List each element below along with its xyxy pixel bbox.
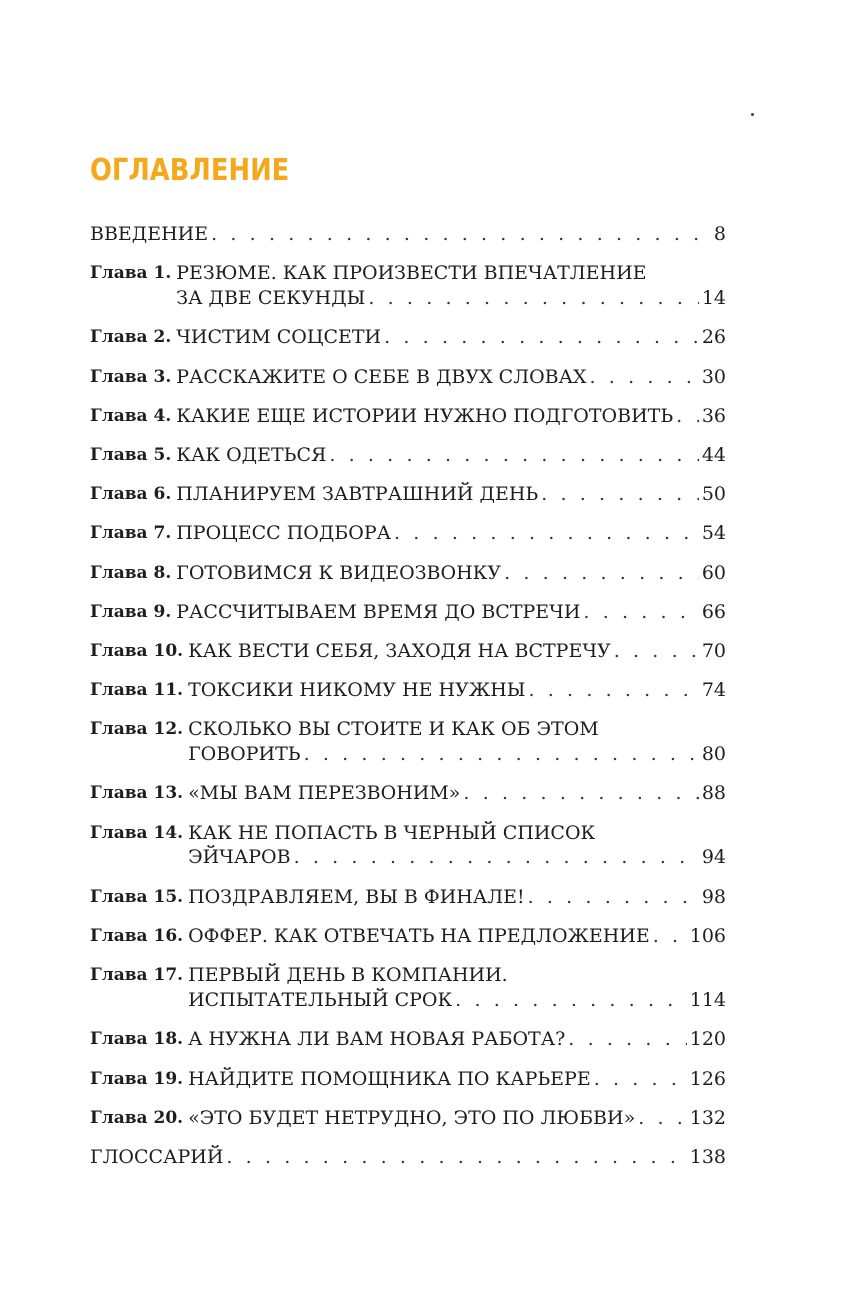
chapter-title: ПОЗДРАВЛЯЕМ, ВЫ В ФИНАЛЕ! [188,885,525,908]
toc-entry [90,482,726,507]
page-number: 74 [701,679,726,702]
chapter-title: РЕЗЮМЕ. КАК ПРОИЗВЕСТИ ВПЕЧАТЛЕНИЕ [176,262,647,285]
toc-entry-line [176,286,726,311]
toc-entry [90,404,726,429]
dot-leader [568,1027,686,1052]
toc-entry [90,678,726,703]
dot-leader [594,1067,687,1092]
chapter-number: Глава 12. [90,719,184,740]
toc-entry [90,781,726,806]
dot-leader [394,521,699,546]
toc-entry-line [176,365,726,390]
chapter-number: Глава 16. [90,926,184,946]
toc-entry-line [188,678,726,703]
chapter-title: ПРОЦЕСС ПОДБОРА [176,522,392,545]
dot-leader [368,286,698,311]
dot-leader [294,845,699,870]
toc-entry [90,821,726,870]
toc-entry [90,885,726,910]
page-number: 36 [701,404,726,427]
toc-entry-body [188,781,726,806]
chapter-number: Глава 13. [90,783,184,804]
chapter-title: ЭЙЧАРОВ [188,846,291,869]
toc-entry [90,1145,726,1170]
dot-leader [329,443,698,468]
table-of-contents [90,222,726,1184]
chapter-number: Глава 1. [90,263,172,284]
dot-leader [455,988,687,1013]
toc-entry-line [176,261,726,286]
toc-entry-line [176,561,726,586]
chapter-title: КАК ОДЕТЬСЯ [176,443,327,466]
page-number: 30 [701,365,726,388]
toc-entry-body [90,1145,726,1170]
chapter-number: Глава 10. [90,640,184,661]
page-number: 66 [701,600,726,623]
page-number: 44 [701,443,726,466]
page-number: 88 [701,782,726,805]
toc-entry-body [176,521,726,546]
dot-leader [676,404,699,429]
toc-entry-line [188,963,726,988]
toc-entry-line [176,325,726,350]
toc-entry-line [188,1106,726,1131]
toc-entry [90,1106,726,1131]
toc-entry [90,222,726,247]
toc-entry-body [188,963,726,1012]
chapter-title: РАССЧИТЫВАЕМ ВРЕМЯ ДО ВСТРЕЧИ [176,600,581,623]
page-number: 26 [701,326,726,349]
toc-entry-line [188,717,726,742]
dot-leader [384,325,699,350]
chapter-title: ГОВОРИТЬ [188,742,301,765]
chapter-number: Глава 8. [90,562,172,583]
page-number: 126 [689,1067,726,1090]
chapter-title: РАССКАЖИТЕ О СЕБЕ В ДВУХ СЛОВАХ [176,365,587,388]
toc-entry-line [188,742,726,767]
chapter-number: Глава 4. [90,405,172,426]
dot-leader [504,561,699,586]
chapter-number: Глава 18. [90,1029,184,1050]
dot-leader [653,924,687,949]
toc-entry [90,639,726,664]
toc-entry-line [90,222,726,247]
toc-entry [90,717,726,766]
toc-entry-body [188,1067,726,1092]
toc-entry-line [176,600,726,625]
chapter-title: КАК НЕ ПОПАСТЬ В ЧЕРНЫЙ СПИСОК [188,821,596,844]
toc-entry-body [188,924,726,949]
toc-entry-line [188,821,726,846]
chapter-title: «МЫ ВАМ ПЕРЕЗВОНИМ» [188,782,461,805]
toc-entry [90,261,726,310]
toc-entry-body [188,821,726,870]
page-number: 120 [689,1028,726,1051]
dot-leader [614,639,699,664]
toc-entry [90,924,726,949]
chapter-title: ПЕРВЫЙ ДЕНЬ В КОМПАНИИ. [188,964,508,987]
chapter-number: Глава 17. [90,965,184,986]
chapter-number: Глава 11. [90,680,184,701]
page-number: 138 [689,1145,726,1168]
toc-entry [90,963,726,1012]
dot-leader [583,600,698,625]
chapter-title: ГОТОВИМСЯ К ВИДЕОЗВОНКУ [176,561,502,584]
page-number: 70 [701,639,726,662]
toc-entry-line [188,1067,726,1092]
toc-entry-body [176,443,726,468]
dot-leader [226,1145,686,1170]
toc-entry-line [188,639,726,664]
toc-entry-line [188,781,726,806]
chapter-title: ТОКСИКИ НИКОМУ НЕ НУЖНЫ [188,679,526,702]
toc-entry-body [90,222,726,247]
toc-entry-body [176,325,726,350]
dot-leader [211,222,711,247]
chapter-title: ВВЕДЕНИЕ [90,223,209,245]
toc-entry-line [176,482,726,507]
toc-entry-line [176,404,726,429]
chapter-number: Глава 9. [90,601,172,622]
chapter-number: Глава 3. [90,366,172,387]
chapter-number: Глава 6. [90,484,172,505]
toc-entry [90,325,726,350]
toc-entry [90,1027,726,1052]
toc-entry [90,521,726,546]
toc-entry-line [176,521,726,546]
chapter-number: Глава 19. [90,1068,184,1089]
page-number: 114 [689,988,726,1011]
dot-leader [304,742,699,767]
chapter-title: ЗА ДВЕ СЕКУНДЫ [176,286,366,309]
dot-leader [590,365,699,390]
chapter-title: ОФФЕР. КАК ОТВЕЧАТЬ НА ПРЕДЛОЖЕНИЕ [188,925,650,947]
toc-entry-body [176,600,726,625]
page-number: 94 [701,846,726,869]
toc-entry-body [188,885,726,910]
chapter-number: Глава 7. [90,523,172,544]
page-number: 54 [701,522,726,545]
dot-leader [463,781,698,806]
toc-entry-body [188,717,726,766]
toc-entry [90,600,726,625]
page-number: 14 [701,286,726,309]
toc-entry [90,365,726,390]
toc-entry-line [188,924,726,949]
page-number: 8 [713,223,726,245]
chapter-number: Глава 15. [90,886,184,907]
dot-leader [528,885,699,910]
page-number: 60 [701,561,726,584]
chapter-title: ПЛАНИРУЕМ ЗАВТРАШНИЙ ДЕНЬ [176,483,539,506]
toc-entry-body [188,1106,726,1131]
chapter-number: Глава 20. [90,1107,184,1128]
toc-entry-line [188,845,726,870]
chapter-title: ИСПЫТАТЕЛЬНЫЙ СРОК [188,988,453,1011]
chapter-title: «ЭТО БУДЕТ НЕТРУДНО, ЭТО ПО ЛЮБВИ» [188,1106,636,1129]
toc-entry-line [90,1145,726,1170]
page-number: 132 [689,1106,726,1129]
toc-entry-body [176,404,726,429]
toc-entry-body [176,365,726,390]
toc-entry-body [188,1027,726,1052]
chapter-title: КАК ВЕСТИ СЕБЯ, ЗАХОДЯ НА ВСТРЕЧУ [188,639,611,662]
toc-entry [90,561,726,586]
page-title: ОГЛАВЛЕНИЕ [90,153,290,188]
page-number: 98 [701,885,726,908]
toc-entry-body [176,482,726,507]
page-mark-dot [751,113,754,116]
dot-leader [528,678,698,703]
toc-entry-body [176,561,726,586]
chapter-number: Глава 2. [90,327,172,348]
toc-entry [90,443,726,468]
page-number: 106 [689,925,726,947]
toc-entry-line [188,885,726,910]
chapter-title: КАКИЕ ЕЩЕ ИСТОРИИ НУЖНО ПОДГОТОВИТЬ [176,404,674,427]
dot-leader [638,1106,687,1131]
page-number: 80 [701,742,726,765]
toc-entry-line [188,1027,726,1052]
chapter-title: А НУЖНА ЛИ ВАМ НОВАЯ РАБОТА? [188,1028,566,1051]
chapter-number: Глава 5. [90,444,172,465]
toc-entry-body [176,261,726,310]
toc-entry-line [176,443,726,468]
dot-leader [541,482,699,507]
chapter-title: ЧИСТИМ СОЦСЕТИ [176,326,382,349]
chapter-title: ГЛОССАРИЙ [90,1145,224,1168]
toc-entry-body [188,678,726,703]
toc-entry-body [188,639,726,664]
toc-entry [90,1067,726,1092]
chapter-title: СКОЛЬКО ВЫ СТОИТЕ И КАК ОБ ЭТОМ [188,718,599,741]
chapter-title: НАЙДИТЕ ПОМОЩНИКА ПО КАРЬЕРЕ [188,1067,591,1090]
page-number: 50 [701,483,726,506]
chapter-number: Глава 14. [90,822,184,843]
toc-entry-line [188,988,726,1013]
